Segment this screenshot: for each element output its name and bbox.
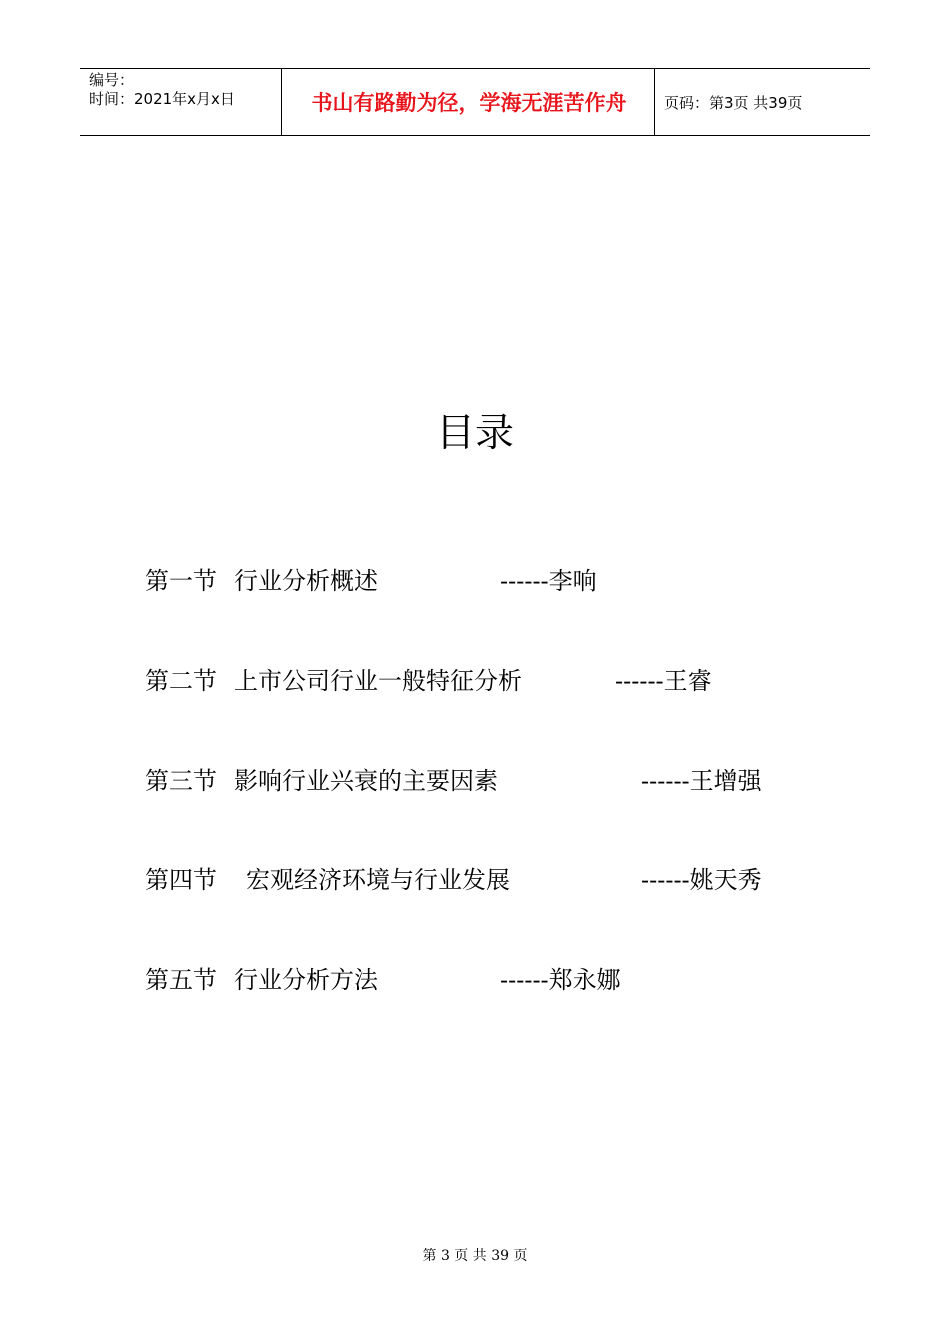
header-motto: 书山有路勤为径，学海无涯苦作舟 bbox=[311, 91, 627, 115]
toc-author: ------郑永娜 bbox=[500, 966, 621, 994]
toc-section: 第四节 bbox=[145, 866, 217, 894]
toc-author: ------姚天秀 bbox=[641, 866, 762, 894]
toc-section: 第三节 bbox=[145, 767, 217, 795]
toc-topic: 宏观经济环境与行业发展 bbox=[246, 866, 510, 894]
toc-topic: 行业分析方法 bbox=[234, 966, 378, 994]
page-header bbox=[80, 68, 870, 136]
header-page-info: 页码：第3页 共39页 bbox=[664, 93, 803, 112]
toc-author: ------王睿 bbox=[615, 667, 712, 695]
toc-section: 第一节 bbox=[145, 567, 217, 595]
toc-topic: 行业分析概述 bbox=[234, 567, 378, 595]
page-footer: 第 3 页 共 39 页 bbox=[422, 1248, 528, 1264]
number-label: 编号： bbox=[89, 71, 135, 89]
toc-author: ------王增强 bbox=[641, 767, 762, 795]
page-title: 目录 bbox=[435, 411, 514, 456]
toc-topic: 影响行业兴衰的主要因素 bbox=[234, 767, 498, 795]
toc-section: 第五节 bbox=[145, 966, 217, 994]
toc-author: ------李响 bbox=[500, 567, 597, 595]
time-label: 时间：2021年x月x日 bbox=[89, 90, 235, 108]
header-divider-right bbox=[654, 69, 655, 135]
header-meta bbox=[89, 71, 279, 109]
toc-section: 第二节 bbox=[145, 667, 217, 695]
toc-topic: 上市公司行业一般特征分析 bbox=[234, 667, 522, 695]
